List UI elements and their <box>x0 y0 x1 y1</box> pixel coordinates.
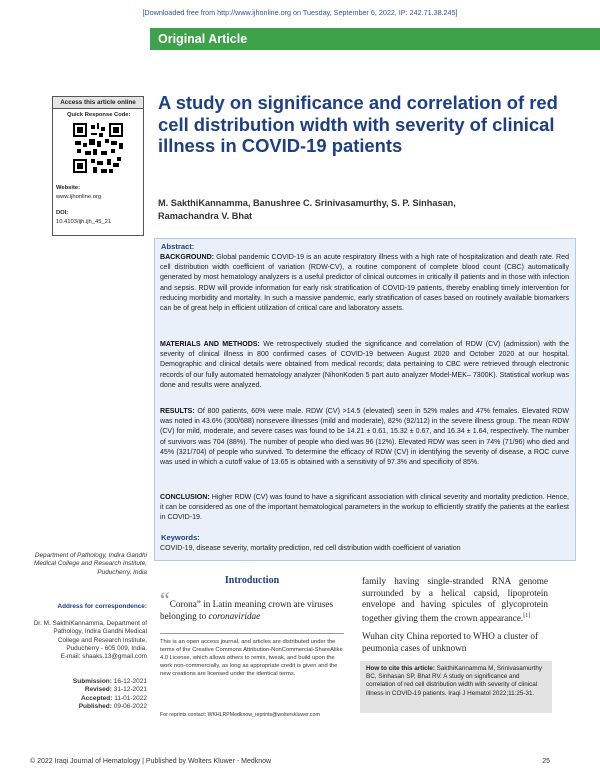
access-heading: Access this article online <box>53 97 143 109</box>
background-heading: BACKGROUND: <box>160 254 215 261</box>
correspondence-email[interactable]: E-mail: shaaks.13@gmail.com <box>60 653 147 661</box>
methods-text: We retrospectively studied the significance and correlation of RDW (CV) (admission) with the severity of clinical illness in 800 confirmed cases of COVID-19 between August 2020 and October 2020 at our hospital. Demographic and clinical details were obtained from medical records; data pertaining to CBC were retrieved through electronic records of our fully automated hematology analyzer (NihonKoden 5 part auto analyzer Model-MEK– 7300K). Statistical workup was done and results were analyzed. <box>160 341 569 389</box>
download-note: [Downloaded free from http://www.ijhonline.org on Tuesday, September 6, 2022, IP: 242.71.38.245] <box>142 8 458 17</box>
abstract-box <box>154 238 576 561</box>
intro-word: Corona” <box>169 599 201 609</box>
doi-label: DOI: <box>56 210 69 216</box>
intro-italic: coronaviridae <box>208 610 261 621</box>
qr-code-icon[interactable] <box>73 123 123 173</box>
published-label: Published: <box>78 703 112 711</box>
submitted-date: 16-12-2021 <box>113 678 147 685</box>
abstract-methods <box>160 340 569 391</box>
license-note: This is an open access journal, and articles are distributed under the terms of the Creative Commons Attribution-NonCommercial-ShareAlike 4.0 License, which allows others to remix, tweak, and build upon the work non-commercially, as long as appropriate credit is given and the new creations are licensed under the identical terms. <box>160 633 344 678</box>
cite-body: SakthiKannamma M, Srinivasamurthy BC, Sinhasan SP, Bhat RV. A study on significance and correlation of red cell distribution width with severity of clinical illness in COVID-19 patients. Iraqi J Hematol 2022;11:25-31. <box>366 665 543 697</box>
conclusion-text: Higher RDW (CV) was found to have a significant association with clinical severity and mortality prediction. Hence, it can be considered as one of the important hematological parameters in the workup to efficiently stratify the patients at the earliest in COVID-19. <box>160 494 569 522</box>
website-link[interactable]: www.ijhonline.org <box>56 194 102 200</box>
results-heading: RESULTS: <box>160 408 195 415</box>
cite-text <box>366 665 548 698</box>
section-label: Original Article <box>158 32 248 46</box>
article-authors: M. SakthiKannamma, Banushree C. Srinivasamurthy, S. P. Sinhasan, Ramachandra V. Bhat <box>158 198 456 221</box>
website-label: Website: <box>56 185 81 191</box>
citation-ref[interactable]: [1] <box>523 612 531 619</box>
page-number: 25 <box>542 758 550 765</box>
accepted-label: Accepted: <box>80 694 113 702</box>
qr-label: Quick Response Code: <box>67 112 131 118</box>
footer-text: © 2022 Iraqi Journal of Hematology | Published by Wolters Kluwer - Medknow <box>30 758 272 765</box>
cite-label: How to cite this article: <box>366 665 435 672</box>
correspondence-heading: Address for correspondence: <box>57 603 147 610</box>
article-title: A study on significance and correlation of red cell distribution width with severity of clinical illness in COVID-19 patients <box>158 92 558 156</box>
intro-column-two-p2: Wuhan city China reported to WHO a cluster of peumonia cases of unknown <box>362 631 539 653</box>
conclusion-heading: CONCLUSION: <box>160 494 210 501</box>
keywords-text: COVID-19, disease severity, mortality prediction, red cell distribution width coefficient of variation <box>160 545 461 552</box>
access-box <box>52 96 144 236</box>
revised-date: 31-12-2021 <box>113 686 147 694</box>
introduction-text <box>160 587 344 622</box>
correspondence-details <box>30 620 147 661</box>
accepted-date: 11-01-2022 <box>114 694 147 702</box>
introduction-heading: Introduction <box>224 575 280 586</box>
keywords-label: Keywords: <box>161 533 200 542</box>
published-date: 09-06-2022 <box>113 703 147 711</box>
background-text: Global pandemic COVID-19 is an acute respiratory illness with a high rate of hospitalization and death rate. Red cell distribution width coefficient of variation (RDW-CV), a routine component of complete blood count (CBC) automatically generated by most hematology analyzers is a useful predictor of clinical outcomes in critically ill patients and in those with infection and sepsis. RDW will provide information for early risk stratification of COVID-19 patients, thereby enabling timely intervention for reducing morbidity and mortality. In such a massive pandemic, early stratification of cases based on routinely available biomarkers can be of great help in efficient utilization of critical care and laboratory assets. <box>160 254 569 313</box>
open-quote: “ <box>160 587 170 612</box>
article-dates <box>30 678 147 712</box>
intro-body: in Latin meaning crown are viruses belonging to <box>160 599 334 621</box>
results-text: Of 800 patients, 60% were male. RDW (CV) >14.5 (elevated) seen in 52% males and 47% females. Elevated RDW was noted in 43.6% (300/688) nonsevere illnesses (mild and moderate), 82% (92/112) in the severe illness group. The mean RDW (CV) for mild, moderate, and severe cases was found to be 14.21 ± 0.61, 15.32 ± 0.67, and 16.34 ± 1.64, respectively. The number of survivors was 704 (88%). The number of people who died was 96 (12%). Elevated RDW was seen in 74% (71/96) who died and 45% (321/704) of people who survived. To determine the efficacy of RDW (CV) in identifying the severity of disease, a ROC curve was used in which a cutoff value of 13.65 is obtained with a sensitivity of 97.3% and specificity of 85%. <box>160 408 569 467</box>
abstract-conclusion <box>160 493 569 524</box>
intro-column-two-p1 <box>362 576 548 624</box>
doi-value[interactable]: 10.4103/ijh.ijh_45_21 <box>56 219 112 225</box>
section-banner <box>150 28 600 50</box>
affiliation: Department of Pathology, Indira Gandhi Medical College and Research Institute, Puducherry, India <box>34 552 147 576</box>
revised-label: Revised: <box>84 686 112 694</box>
cite-box <box>360 661 552 713</box>
abstract-results <box>160 407 569 468</box>
submitted-label: Submission: <box>72 678 112 685</box>
col2-text: family having single-stranded RNA genome surrounded by a helical capsid, lipoprotein envelope and having spicules of glycoprotein together giving them the crown appearance. <box>362 576 548 623</box>
methods-heading: MATERIALS AND METHODS: <box>160 341 260 348</box>
abstract-label: Abstract: <box>161 242 195 251</box>
reprints-note: For reprints contact: WKHLRPMedknow_reprints@wolterskluwer.com <box>160 712 320 718</box>
correspondence-address: Dr. M. SakthiKannamma, Department of Pathology, Indira Gandhi Medical College and Research Institute, Puducherry - 605 009, India. <box>33 620 147 652</box>
abstract-background <box>160 253 569 314</box>
